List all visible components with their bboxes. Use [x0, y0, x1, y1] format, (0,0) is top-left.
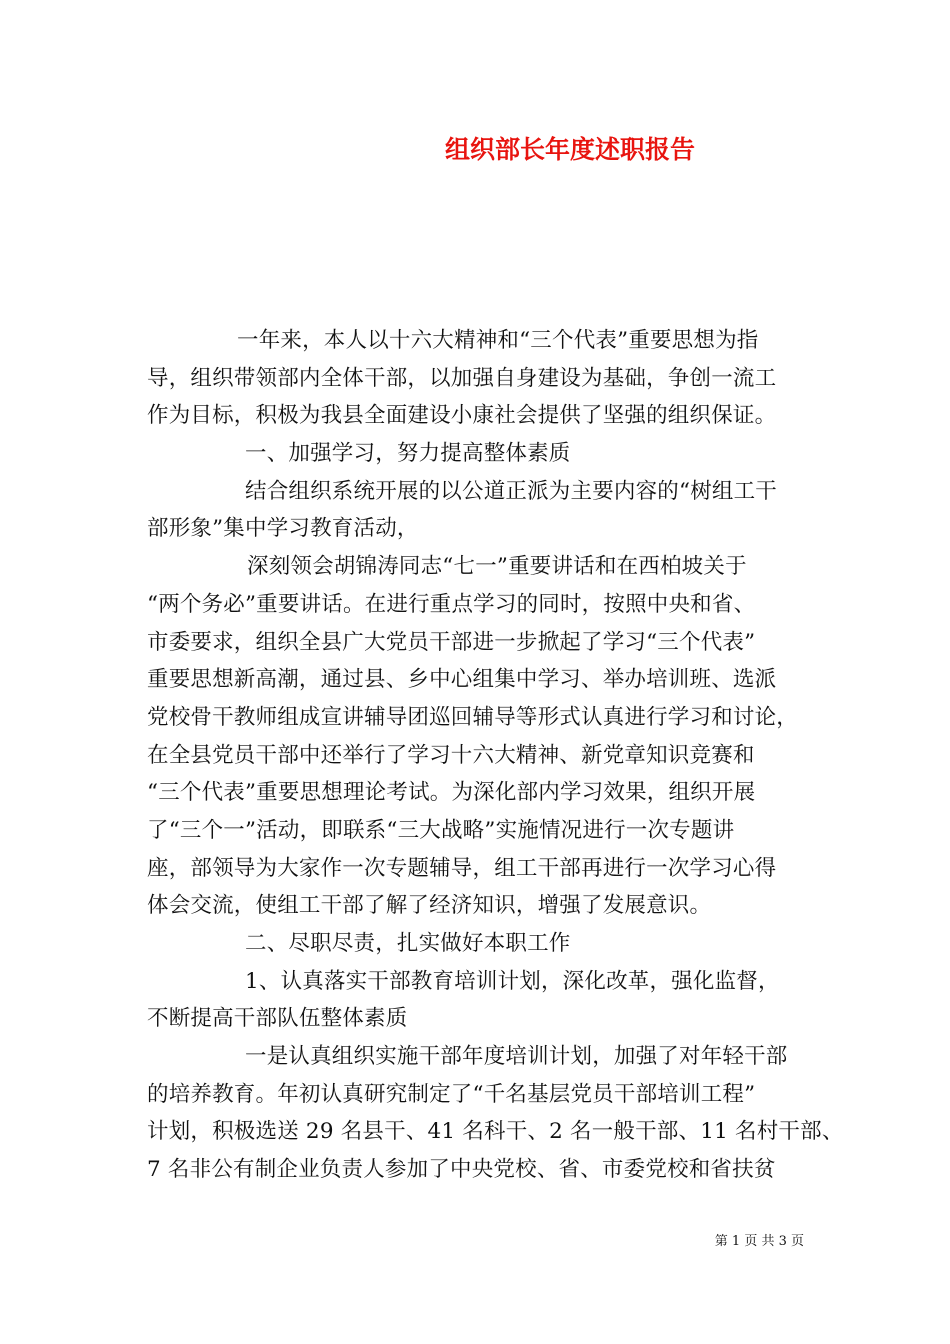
text-line: 深刻领会胡锦涛同志“七一”重要讲话和在西柏坡关于 — [247, 554, 747, 580]
text-line: 市委要求，组织全县广大党员干部进一步掀起了学习“三个代表” — [147, 629, 756, 655]
text-line: 一年来，本人以十六大精神和“三个代表”重要思想为指 — [237, 328, 759, 353]
text-line: 7 名非公有制企业负责人参加了中央党校、省、市委党校和省扶贫 — [147, 1157, 776, 1183]
text-line: 一是认真组织实施干部年度培训计划，加强了对年轻干部 — [245, 1044, 788, 1070]
text-line: 党校骨干教师组成宣讲辅导团巡回辅导等形式认真进行学习和讨论， — [147, 704, 799, 730]
text-line: “三个代表”重要思想理论考试。为深化部内学习效果，组织开展 — [147, 780, 756, 806]
text-line: 一、加强学习，努力提高整体素质 — [245, 441, 571, 467]
text-line: 不断提高干部队伍整体素质 — [147, 1006, 408, 1032]
text-line: 导，组织带领部内全体干部，以加强自身建设为基础，争创一流工 — [147, 365, 777, 391]
text-line: 二、尽职尽责，扎实做好本职工作 — [245, 931, 571, 956]
body-text — [147, 322, 844, 1189]
text-line: 了“三个一”活动，即联系“三大战略”实施情况进行一次专题讲 — [147, 817, 735, 843]
text-line: 结合组织系统开展的以公道正派为主要内容的“树组工干 — [245, 478, 777, 504]
page-footer: 第 1 页 共 3 页 — [714, 1234, 804, 1249]
text-line: 在全县党员干部中还举行了学习十六大精神、新党章知识竞赛和 — [147, 742, 755, 768]
text-line: 作为目标，积极为我县全面建设小康社会提供了坚强的组织保证。 — [147, 403, 777, 429]
page-title: 组织部长年度述职报告 — [444, 135, 695, 164]
text-line: 重要思想新高潮，通过县、乡中心组集中学习、举办培训班、选派 — [147, 667, 777, 693]
text-line: “两个务必”重要讲话。在进行重点学习的同时，按照中央和省、 — [147, 591, 756, 617]
text-line: 1、认真落实干部教育培训计划，深化改革，强化监督， — [245, 968, 780, 994]
text-line: 部形象”集中学习教育活动， — [147, 516, 419, 542]
text-line: 体会交流，使组工干部了解了经济知识，增强了发展意识。 — [147, 893, 712, 919]
text-line: 计划，积极选送 29 名县干、41 名科干、2 名一般干部、11 名村干部、 — [147, 1119, 844, 1145]
text-line: 座，部领导为大家作一次专题辅导，组工干部再进行一次学习心得 — [147, 855, 777, 881]
text-line: 的培养教育。年初认真研究制定了“千名基层党员干部培训工程” — [147, 1081, 756, 1107]
